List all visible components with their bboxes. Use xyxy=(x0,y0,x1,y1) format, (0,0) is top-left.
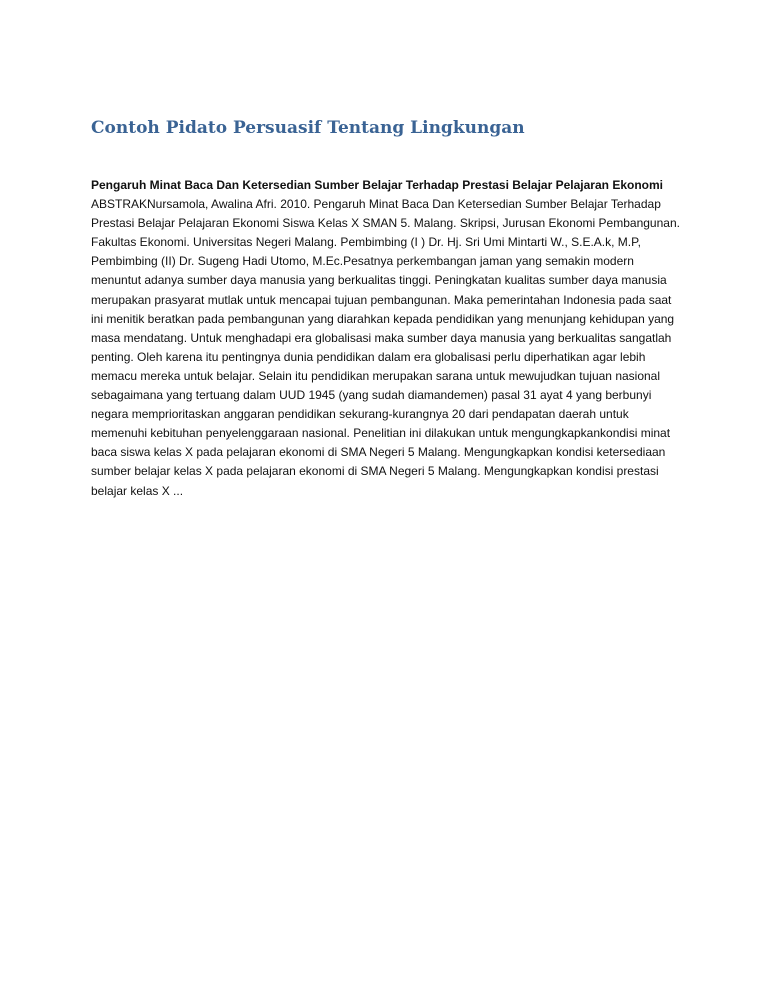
body-paragraph: ABSTRAKNursamola, Awalina Afri. 2010. Pengaruh Minat Baca Dan Ketersedian Sumber Belajar Terhadap Prestasi Belajar Pelajaran Ekonomi Siswa Kelas X SMAN 5. Malang. Skripsi, Jurusan Ekonomi Pembangunan. Fakultas Ekonomi. Universitas Negeri Malang. Pembimbing (I ) Dr. Hj. Sri Umi Mintarti W., S.E.A.k, M.P, Pembimbing (II) Dr. Sugeng Hadi Utomo, M.Ec.Pesatnya perkembangan jaman yang semakin modern menuntut adanya sumber daya manusia yang berkualitas tinggi. Peningkatan kualitas sumber daya manusia merupakan prasyarat mutlak untuk mencapai tujuan pembangunan. Maka pemerintahan Indonesia pada saat ini menitik beratkan pada pembangunan yang diarahkan kepada pendidikan yang menunjang kehidupan yang masa mendatang. Untuk menghadapi era globalisasi maka sumber daya manusia yang berkualitas sangatlah penting. Oleh karena itu pentingnya dunia pendidikan dalam era globalisasi perlu diperhatikan agar lebih memacu mereka untuk belajar. Selain itu pendidikan merupakan sarana untuk mewujudkan tujuan nasional sebagaimana yang tertuang dalam UUD 1945 (yang sudah diamandemen) pasal 31 ayat 4 yang berbunyi negara memprioritaskan anggaran pendidikan sekurang-kurangnya 20 dari pendapatan daerah untuk memenuhi kebituhan penyelenggaraan nasional. Penelitian ini dilakukan untuk mengungkapkankondisi minat baca siswa kelas X pada pelajaran ekonomi di SMA Negeri 5 Malang. Mengungkapkan kondisi ketersediaan sumber belajar kelas X pada pelajaran ekonomi di SMA Negeri 5 Malang. Mengungkapkan kondisi prestasi belajar kelas X ... xyxy=(91,197,680,498)
lead-heading: Pengaruh Minat Baca Dan Ketersedian Sumber Belajar Terhadap Prestasi Belajar Pelajaran Ekonomi xyxy=(91,178,663,192)
document-body xyxy=(91,176,681,501)
document-title: Contoh Pidato Persuasif Tentang Lingkungan xyxy=(91,118,525,138)
